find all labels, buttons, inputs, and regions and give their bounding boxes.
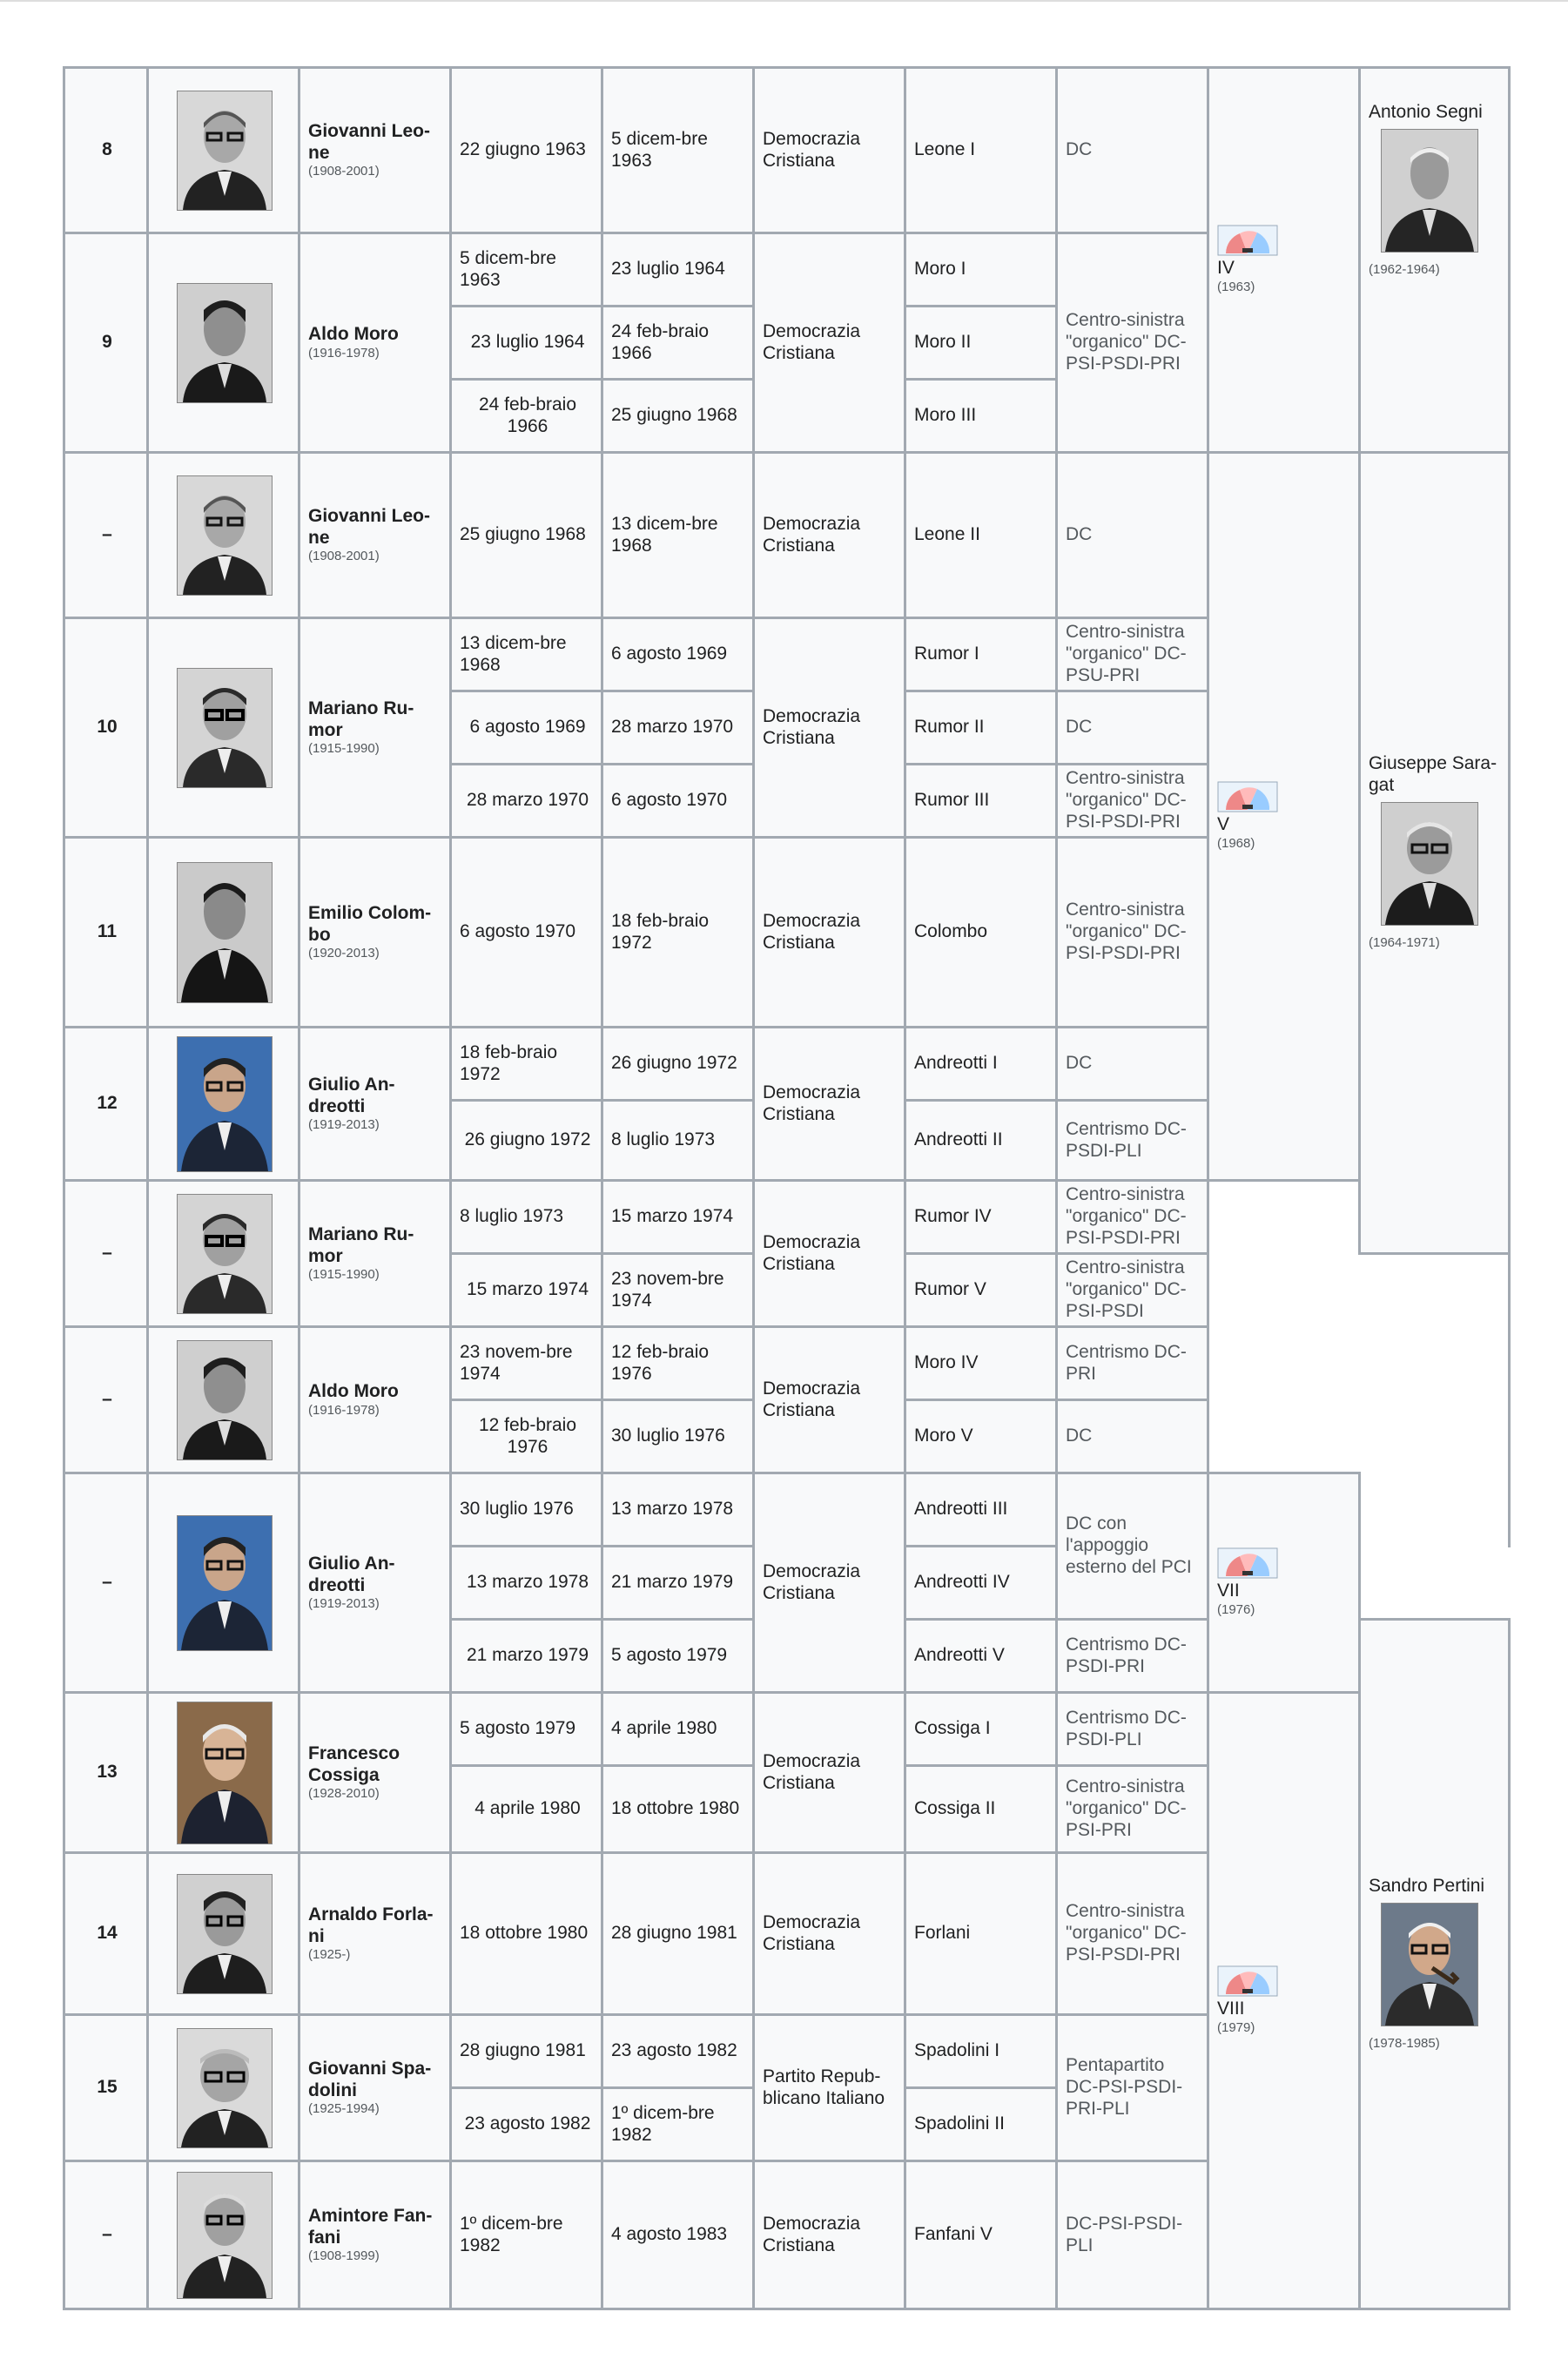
prime-minister-name[interactable]: Giovanni Leo-ne bbox=[308, 505, 431, 548]
prime-minister-cell bbox=[299, 1853, 451, 2015]
table-row bbox=[64, 1327, 1510, 1400]
prime-minister-cell bbox=[299, 233, 451, 453]
party[interactable]: Democrazia Cristiana bbox=[754, 1693, 905, 1853]
end-date: 26 giugno 1972 bbox=[602, 1028, 754, 1101]
portrait-cell bbox=[148, 1853, 299, 2015]
prime-minister-name[interactable]: Amintore Fan-fani bbox=[308, 2205, 433, 2248]
prime-minister-name[interactable]: Giulio An-dreotti bbox=[308, 1553, 395, 1595]
government[interactable]: Spadolini I bbox=[905, 2015, 1057, 2088]
prime-minister-cell bbox=[299, 2015, 451, 2161]
government[interactable]: Leone I bbox=[905, 68, 1057, 233]
table-row bbox=[64, 1693, 1510, 1766]
prime-minister-name[interactable]: Giovanni Leo-ne bbox=[308, 120, 431, 163]
portrait-pertini[interactable] bbox=[1381, 1903, 1478, 2026]
coalition: DC bbox=[1057, 453, 1208, 618]
end-date: 8 luglio 1973 bbox=[602, 1101, 754, 1181]
coalition: DC bbox=[1057, 1400, 1208, 1473]
start-date: 18 feb-braio 1972 bbox=[451, 1028, 602, 1101]
prime-minister-lifespan: (1916-1978) bbox=[308, 346, 380, 361]
end-date: 30 luglio 1976 bbox=[602, 1400, 754, 1473]
start-date: 5 dicem-bre 1963 bbox=[451, 233, 602, 307]
president-segni-cell bbox=[1360, 68, 1510, 453]
government[interactable]: Moro IV bbox=[905, 1327, 1057, 1400]
table-row bbox=[64, 68, 1510, 233]
start-date: 18 ottobre 1980 bbox=[451, 1853, 602, 2015]
president-saragat-cell bbox=[1360, 453, 1510, 1254]
start-date: 25 giugno 1968 bbox=[451, 453, 602, 618]
end-date: 6 agosto 1969 bbox=[602, 618, 754, 691]
prime-minister-name[interactable]: Giovanni Spa-dolini bbox=[308, 2058, 432, 2100]
row-number: 13 bbox=[64, 1693, 148, 1853]
president-pertini-cell bbox=[1360, 1620, 1510, 2309]
government[interactable]: Andreotti III bbox=[905, 1473, 1057, 1547]
government[interactable]: Colombo bbox=[905, 838, 1057, 1028]
government[interactable]: Rumor III bbox=[905, 765, 1057, 838]
legislature-year: (1963) bbox=[1217, 280, 1255, 295]
coalition: DC-PSI-PSDI-PLI bbox=[1057, 2161, 1208, 2309]
row-number: – bbox=[64, 2161, 148, 2309]
coalition: Centrismo DC-PSDI-PLI bbox=[1057, 1101, 1208, 1181]
end-date: 23 agosto 1982 bbox=[602, 2015, 754, 2088]
prime-minister-name[interactable]: Arnaldo Forla-ni bbox=[308, 1904, 434, 1946]
prime-minister-cell bbox=[299, 838, 451, 1028]
row-number: 14 bbox=[64, 1853, 148, 2015]
prime-minister-name[interactable]: Mariano Ru-mor bbox=[308, 698, 414, 740]
prime-minister-cell bbox=[299, 1473, 451, 1693]
row-number: – bbox=[64, 1181, 148, 1327]
prime-ministers-table bbox=[63, 66, 1511, 2310]
start-date: 6 agosto 1970 bbox=[451, 838, 602, 1028]
portrait-moro[interactable] bbox=[177, 283, 273, 403]
legislature-v bbox=[1208, 453, 1360, 1181]
legislature-name[interactable]: IV bbox=[1217, 258, 1235, 279]
party[interactable]: Democrazia Cristiana bbox=[754, 618, 905, 838]
prime-minister-lifespan: (1920-2013) bbox=[308, 946, 380, 961]
prime-minister-cell bbox=[299, 1693, 451, 1853]
start-date: 26 giugno 1972 bbox=[451, 1101, 602, 1181]
government[interactable]: Fanfani V bbox=[905, 2161, 1057, 2309]
coalition: Centro-sinistra "organico" DC-PSI-PSDI-PRI bbox=[1057, 1181, 1208, 1254]
president-years: (1978-1985) bbox=[1369, 2035, 1440, 2051]
portrait-segni[interactable] bbox=[1381, 129, 1478, 253]
end-date: 12 feb-braio 1976 bbox=[602, 1327, 754, 1400]
portrait-cell bbox=[148, 2015, 299, 2161]
portrait-cell bbox=[148, 1473, 299, 1693]
start-date: 13 dicem-bre 1968 bbox=[451, 618, 602, 691]
end-date: 21 marzo 1979 bbox=[602, 1547, 754, 1620]
start-date: 28 marzo 1970 bbox=[451, 765, 602, 838]
end-date: 15 marzo 1974 bbox=[602, 1181, 754, 1254]
government[interactable]: Spadolini II bbox=[905, 2088, 1057, 2161]
end-date: 28 marzo 1970 bbox=[602, 691, 754, 765]
coalition: Centro-sinistra "organico" DC-PSI-PRI bbox=[1057, 1766, 1208, 1853]
prime-minister-cell bbox=[299, 1181, 451, 1327]
prime-minister-cell bbox=[299, 2161, 451, 2309]
government[interactable]: Forlani bbox=[905, 1853, 1057, 2015]
prime-minister-lifespan: (1916-1978) bbox=[308, 1403, 380, 1419]
prime-minister-name[interactable]: Giulio An-dreotti bbox=[308, 1074, 395, 1116]
end-date: 23 luglio 1964 bbox=[602, 233, 754, 307]
portrait-cell bbox=[148, 233, 299, 453]
government[interactable]: Andreotti V bbox=[905, 1620, 1057, 1693]
end-date: 5 dicem-bre 1963 bbox=[602, 68, 754, 233]
government[interactable]: Cossiga I bbox=[905, 1693, 1057, 1766]
coalition: Centro-sinistra "organico" DC-PSI-PSDI-PRI bbox=[1057, 1853, 1208, 2015]
portrait-andreotti[interactable] bbox=[177, 1036, 273, 1172]
prime-minister-lifespan: (1919-2013) bbox=[308, 1596, 380, 1612]
end-date: 23 novem-bre 1974 bbox=[602, 1254, 754, 1327]
government[interactable]: Moro III bbox=[905, 380, 1057, 453]
coalition: Pentapartito DC-PSI-PSDI-PRI-PLI bbox=[1057, 2015, 1208, 2161]
row-number: – bbox=[64, 1327, 148, 1473]
portrait-cell bbox=[148, 1181, 299, 1327]
portrait-cell bbox=[148, 1028, 299, 1181]
row-number: 15 bbox=[64, 2015, 148, 2161]
row-number: 10 bbox=[64, 618, 148, 838]
president-name[interactable]: Giuseppe Sara-gat bbox=[1369, 753, 1497, 796]
parliament-chart-icon bbox=[1217, 1547, 1278, 1579]
coalition: DC bbox=[1057, 691, 1208, 765]
government[interactable]: Rumor V bbox=[905, 1254, 1057, 1327]
government[interactable]: Rumor IV bbox=[905, 1181, 1057, 1254]
start-date: 21 marzo 1979 bbox=[451, 1620, 602, 1693]
portrait-cell bbox=[148, 1327, 299, 1473]
end-date: 13 dicem-bre 1968 bbox=[602, 453, 754, 618]
party[interactable]: Democrazia Cristiana bbox=[754, 68, 905, 233]
government[interactable]: Leone II bbox=[905, 453, 1057, 618]
president-years: (1962-1964) bbox=[1369, 261, 1440, 277]
start-date: 24 feb-braio 1966 bbox=[451, 380, 602, 453]
row-number: 11 bbox=[64, 838, 148, 1028]
portrait-cell bbox=[148, 618, 299, 838]
party[interactable]: Democrazia Cristiana bbox=[754, 1327, 905, 1473]
start-date: 13 marzo 1978 bbox=[451, 1547, 602, 1620]
top-divider bbox=[0, 0, 1568, 2]
government[interactable]: Rumor II bbox=[905, 691, 1057, 765]
row-number: 8 bbox=[64, 68, 148, 233]
coalition: Centro-sinistra "organico" DC-PSI-PSDI-PRI bbox=[1057, 838, 1208, 1028]
coalition: Centro-sinistra "organico" DC-PSI-PSDI-PRI bbox=[1057, 765, 1208, 838]
prime-minister-name[interactable]: Francesco Cossiga bbox=[308, 1742, 400, 1785]
start-date: 1º dicem-bre 1982 bbox=[451, 2161, 602, 2309]
end-date: 25 giugno 1968 bbox=[602, 380, 754, 453]
government[interactable]: Andreotti II bbox=[905, 1101, 1057, 1181]
prime-minister-lifespan: (1915-1990) bbox=[308, 741, 380, 757]
start-date: 23 luglio 1964 bbox=[451, 307, 602, 380]
start-date: 23 novem-bre 1974 bbox=[451, 1327, 602, 1400]
prime-minister-cell bbox=[299, 68, 451, 233]
start-date: 30 luglio 1976 bbox=[451, 1473, 602, 1547]
government[interactable]: Moro V bbox=[905, 1400, 1057, 1473]
government[interactable]: Andreotti IV bbox=[905, 1547, 1057, 1620]
coalition: Centrismo DC-PRI bbox=[1057, 1327, 1208, 1400]
party[interactable]: Democrazia Cristiana bbox=[754, 1473, 905, 1693]
start-date: 28 giugno 1981 bbox=[451, 2015, 602, 2088]
legislature-name[interactable]: VII bbox=[1217, 1581, 1240, 1601]
portrait-cell bbox=[148, 453, 299, 618]
legislature-iv bbox=[1208, 68, 1360, 453]
portrait-leone[interactable] bbox=[177, 475, 273, 596]
prime-minister-lifespan: (1925-) bbox=[308, 1947, 351, 1963]
prime-minister-name[interactable]: Emilio Colom-bo bbox=[308, 902, 432, 945]
portrait-andreotti[interactable] bbox=[177, 1515, 273, 1651]
end-date: 1º dicem-bre 1982 bbox=[602, 2088, 754, 2161]
legislature-year: (1968) bbox=[1217, 836, 1255, 852]
table-row bbox=[64, 1473, 1510, 1547]
row-number: – bbox=[64, 1473, 148, 1693]
party[interactable]: Partito Repub-blicano Italiano bbox=[754, 2015, 905, 2161]
coalition: Centrismo DC-PSDI-PLI bbox=[1057, 1693, 1208, 1766]
party[interactable]: Democrazia Cristiana bbox=[754, 1181, 905, 1327]
end-date: 6 agosto 1970 bbox=[602, 765, 754, 838]
end-date: 4 agosto 1983 bbox=[602, 2161, 754, 2309]
party[interactable]: Democrazia Cristiana bbox=[754, 453, 905, 618]
prime-minister-cell bbox=[299, 453, 451, 618]
prime-minister-lifespan: (1908-1999) bbox=[308, 2248, 380, 2264]
party[interactable]: Democrazia Cristiana bbox=[754, 1853, 905, 2015]
portrait-moro[interactable] bbox=[177, 1340, 273, 1460]
start-date: 8 luglio 1973 bbox=[451, 1181, 602, 1254]
prime-minister-name[interactable]: Mariano Ru-mor bbox=[308, 1223, 414, 1266]
coalition: DC bbox=[1057, 1028, 1208, 1101]
legislature-name[interactable]: V bbox=[1217, 814, 1230, 835]
coalition: Centro-sinistra "organico" DC-PSI-PSDI-PRI bbox=[1057, 233, 1208, 453]
portrait-rumor[interactable] bbox=[177, 668, 273, 788]
row-number: 12 bbox=[64, 1028, 148, 1181]
portrait-cossiga[interactable] bbox=[177, 1702, 273, 1844]
legislature-year: (1979) bbox=[1217, 2020, 1255, 2036]
president-name[interactable]: Antonio Segni bbox=[1369, 102, 1483, 122]
prime-minister-lifespan: (1908-2001) bbox=[308, 164, 380, 179]
table-row bbox=[64, 1181, 1510, 1254]
portrait-fanfani[interactable] bbox=[177, 2172, 273, 2299]
portrait-colombo[interactable] bbox=[177, 862, 273, 1003]
prime-minister-name[interactable]: Aldo Moro bbox=[308, 324, 399, 345]
table-row bbox=[64, 453, 1510, 618]
portrait-cell bbox=[148, 1693, 299, 1853]
parliament-chart-icon bbox=[1217, 781, 1278, 812]
legislature-name[interactable]: VIII bbox=[1217, 1999, 1245, 2019]
end-date: 5 agosto 1979 bbox=[602, 1620, 754, 1693]
prime-minister-lifespan: (1908-2001) bbox=[308, 549, 380, 564]
prime-minister-lifespan: (1925-1994) bbox=[308, 2101, 380, 2117]
row-number: 9 bbox=[64, 233, 148, 453]
legislature-viii bbox=[1208, 1693, 1360, 2309]
legislature-vii bbox=[1208, 1473, 1360, 1693]
government[interactable]: Rumor I bbox=[905, 618, 1057, 691]
start-date: 22 giugno 1963 bbox=[451, 68, 602, 233]
portrait-cell bbox=[148, 2161, 299, 2309]
portrait-saragat[interactable] bbox=[1381, 802, 1478, 926]
portrait-forlani[interactable] bbox=[177, 1874, 273, 1994]
coalition: DC bbox=[1057, 68, 1208, 233]
prime-minister-lifespan: (1928-2010) bbox=[308, 1786, 380, 1802]
row-number: – bbox=[64, 453, 148, 618]
coalition: Centro-sinistra "organico" DC-PSI-PSDI bbox=[1057, 1254, 1208, 1327]
party[interactable]: Democrazia Cristiana bbox=[754, 233, 905, 453]
party[interactable]: Democrazia Cristiana bbox=[754, 1028, 905, 1181]
portrait-cell bbox=[148, 68, 299, 233]
prime-minister-cell bbox=[299, 1327, 451, 1473]
portrait-spadolini[interactable] bbox=[177, 2028, 273, 2148]
government[interactable]: Moro II bbox=[905, 307, 1057, 380]
party[interactable]: Democrazia Cristiana bbox=[754, 838, 905, 1028]
end-date: 18 ottobre 1980 bbox=[602, 1766, 754, 1853]
president-name[interactable]: Sandro Pertini bbox=[1369, 1875, 1485, 1896]
parliament-chart-icon bbox=[1217, 225, 1278, 256]
portrait-cell bbox=[148, 838, 299, 1028]
legislature-year: (1976) bbox=[1217, 1602, 1255, 1618]
portrait-leone[interactable] bbox=[177, 91, 273, 211]
end-date: 18 feb-braio 1972 bbox=[602, 838, 754, 1028]
government[interactable]: Andreotti I bbox=[905, 1028, 1057, 1101]
coalition: Centrismo DC-PSDI-PRI bbox=[1057, 1620, 1208, 1693]
coalition: DC con l'appoggio esterno del PCI bbox=[1057, 1473, 1208, 1620]
end-date: 24 feb-braio 1966 bbox=[602, 307, 754, 380]
prime-minister-cell bbox=[299, 1028, 451, 1181]
start-date: 4 aprile 1980 bbox=[451, 1766, 602, 1853]
end-date: 4 aprile 1980 bbox=[602, 1693, 754, 1766]
coalition: Centro-sinistra "organico" DC-PSU-PRI bbox=[1057, 618, 1208, 691]
president-years: (1964-1971) bbox=[1369, 934, 1440, 950]
prime-minister-cell bbox=[299, 618, 451, 838]
portrait-rumor[interactable] bbox=[177, 1194, 273, 1314]
end-date: 13 marzo 1978 bbox=[602, 1473, 754, 1547]
party[interactable]: Democrazia Cristiana bbox=[754, 2161, 905, 2309]
prime-minister-lifespan: (1919-2013) bbox=[308, 1117, 380, 1133]
government[interactable]: Moro I bbox=[905, 233, 1057, 307]
prime-minister-name[interactable]: Aldo Moro bbox=[308, 1381, 399, 1402]
parliament-chart-icon bbox=[1217, 1965, 1278, 1997]
start-date: 23 agosto 1982 bbox=[451, 2088, 602, 2161]
government[interactable]: Cossiga II bbox=[905, 1766, 1057, 1853]
prime-minister-lifespan: (1915-1990) bbox=[308, 1267, 380, 1283]
start-date: 6 agosto 1969 bbox=[451, 691, 602, 765]
start-date: 5 agosto 1979 bbox=[451, 1693, 602, 1766]
start-date: 12 feb-braio 1976 bbox=[451, 1400, 602, 1473]
end-date: 28 giugno 1981 bbox=[602, 1853, 754, 2015]
start-date: 15 marzo 1974 bbox=[451, 1254, 602, 1327]
